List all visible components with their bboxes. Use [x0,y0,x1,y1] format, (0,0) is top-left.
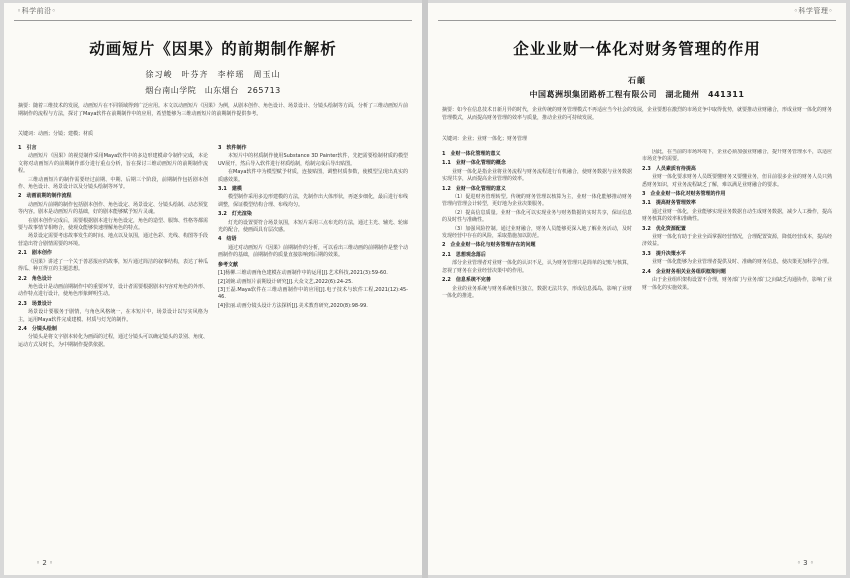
paragraph: 业财一体化要求财务人员既要懂财务又要懂业务，但目前很多企业的财务人员只熟悉财务知识，对业务流程缺乏了解，难以满足业财融合的要求。 [642,174,832,188]
paragraph: 由于企业组织架构设置不合理，财务部门与业务部门之间缺乏沟通协作，影响了业财一体化的实施效果。 [642,277,832,291]
affiliation: 中国葛洲坝集团路桥工程有限公司 湖北随州 441311 [529,90,745,99]
paragraph: 场景设计要服务于剧情，与角色风格统一，在本短片中，场景设计以写实风格为主，运用Maya软件完成建模、材质与灯光的制作。 [18,309,208,323]
column-tag: ◦科学管理◦ [791,6,836,16]
text-column-1 [442,149,632,549]
paragraph: 《因果》讲述了一个关于善恶报应的故事，短片通过简洁的叙事结构，表达了种瓜得瓜、种豆得豆的主题思想。 [18,258,208,273]
section-heading: 3.2 灯光渲染 [218,211,252,218]
section-heading: 2.2 信息系统不完善 [442,277,491,284]
header-rule [438,11,836,21]
column-tag: ◦科学前沿◦ [14,6,59,16]
section-heading: 3 软件制作 [218,145,247,151]
header-rule [14,11,412,21]
paragraph: （3）加强风险控制。通过业财融合，财务人员能够更深入地了解业务活动，及时发现经营中存在的风险，采取措施加以防范。 [442,225,632,240]
paragraph: 动画短片《因果》的视觉制作采用Maya软件中的多边形建模命令制作完成，本论文将对动画短片的前期制作部分进行重点分析，旨在探讨三维动画短片的前期制作流程。 [18,153,208,175]
section-heading: 1.2 业财一体化管理的意义 [442,185,506,192]
section-heading: 2.2 角色设计 [18,275,52,282]
section-heading: 2.3 人员素质有待提高 [642,165,696,172]
section-heading: 参考文献 [218,261,239,268]
section-heading: 2.4 分镜头绘制 [18,325,57,332]
paragraph: （2）提高信息质量。业财一体化可以实现业务与财务数据的实时共享，保证信息的及时性与准确性。 [442,209,632,224]
paragraph: 部分企业管理者对业财一体化的认识不足，认为财务管理只是简单的记账与核算，忽视了财务在企业经营决策中的作用。 [442,260,632,274]
paragraph: 通过对动画短片《因果》前期制作的分析，可以看出三维动画的前期制作是整个动画制作的基础，前期制作的质量直接影响到后期的效果。 [218,244,408,259]
section-heading: 1.1 业财一体化管理的概念 [442,160,506,167]
paragraph: 分镜头是将文字剧本转化为画面的过程，通过分镜头可以确定镜头的景别、角度、运动方式及时长，为中期制作提供依据。 [18,334,208,348]
section-heading: 3 企业业财一体化对财务管理的作用 [642,191,726,198]
authors: 石頔 [628,76,646,85]
reference-entry: [1]杨柳.三维动画角色建模在动画制作中的运用[J].艺术科技,2021(3):59-60. [218,270,388,277]
section-heading: 2 企业业财一体化与财务管理存在的问题 [442,242,536,249]
reference-entry: [4]张丽.动画分镜头设计方法探析[J].美术教育研究,2020(8):98-99. [218,302,368,309]
paragraph: 本短片中的材质制作使用Substance 3D Painter软件，先把需要绘制材质的模型UV展开，然后导入软件进行材质绘制，绘制完成后导出贴图。 [218,153,408,167]
page-number: ◦ 2 ◦ [36,559,54,567]
section-heading: 3.2 优化资源配置 [642,225,686,232]
page-number: ◦ 3 ◦ [796,559,814,567]
affiliation: 烟台南山学院 山东烟台 265713 [145,86,281,95]
section-heading: 1 业财一体化管理的意义 [442,151,501,157]
paragraph: 业财一体化是指企业将业务流程与财务流程进行有机融合，使财务数据与业务数据实现共享，从而提高企业管理的效率。 [442,168,632,183]
paragraph: 灯光的设置要符合场景氛围，本短片采用三点布光的方法，通过主光、辅光、轮廓光的配合，使画面具有层次感。 [218,219,408,234]
article-title: 企业业财一体化对财务管理的作用 [513,40,761,58]
paragraph: 三维动画短片的制作需要经过前期、中期、后期三个阶段，前期制作包括剧本创作、角色设计、场景设计以及分镜头绘制等环节。 [18,176,208,191]
text-column-2 [642,149,832,549]
abstract: 摘要：如今在信息技术日新月异的时代，企业传统的财务管理模式不再适应当今社会的发展，企业要想在激烈的市场竞争中取得优势，就要推动业财融合，形成业财一体化的财务管理模式，从而提高财务管理的效率与质量，推动企业的可持续发展。 [442,107,833,121]
paragraph: 动画短片前期的制作包括剧本创作、角色设定、场景设定、分镜头绘制、动态预览等内容。剧本是动画短片的基础，好的剧本能够赋予短片灵魂。 [18,201,208,216]
section-heading: 2 动画前期的制作流程 [18,193,72,200]
abstract: 摘要：随着三维技术的发展，动画短片在不同领域得到广泛应用。本文以动画短片《因果》为例，从剧本创作、角色设计、场景设计、分镜头绘制等方面，分析了三维动画短片前期制作的流程与方法，探讨了Maya软件在前期制作中的应用，希望能够为三维动画短片的前期制作提供参考。 [18,103,409,117]
paragraph: 业财一体化能够为企业管理者提供及时、准确的财务信息，使决策更加科学合理。 [652,259,832,266]
paragraph: 因此，在当前的市场环境下，企业必须加强业财融合，提升财务管理水平，以适应市场竞争的需要。 [642,149,832,163]
section-heading: 2.4 企业财务相关业务组织框架问题 [642,268,726,275]
section-heading: 3.1 提高财务管理效率 [642,200,696,207]
keywords: 关键词：动画；分镜；建模；材质 [18,131,94,137]
paragraph: 在剧本创作完成后，需要根据剧本进行角色设定，角色的造型、服饰、性格等都需要与故事情节相吻合，使观众能够快速理解角色的特点。 [18,217,208,232]
text-column-2 [218,143,408,548]
section-heading: 3.1 建模 [218,186,242,193]
reference-entry: [2]刘婉.动画短片前期设计研究[J].大众文艺,2022(6):24-25. [218,278,353,285]
reference-entry: [3]王磊.Maya软件在三维动画制作中的应用[J].电子技术与软件工程,2021(12):45-46. [218,286,408,301]
paragraph: 模型制作采用多边形建模的方法，先制作出大体形状，再逐步细化，最后进行布线调整，保证模型结构合理、布线均匀。 [218,194,408,208]
paragraph: 业财一体化有助于企业全面掌握经营情况，合理配置资源，降低经营成本，提高经济效益。 [642,234,832,248]
paragraph: 在Maya软件中为模型赋予材质，连接贴图，调整材质参数，使模型呈现出真实的质感效果。 [218,169,408,183]
section-heading: 2.1 剧本创作 [18,250,52,257]
section-heading: 2.3 场景设计 [18,300,52,307]
section-heading: 3.3 提升决策水平 [642,250,686,257]
paragraph: 企业的业务系统与财务系统相互独立，数据无法共享，形成信息孤岛，影响了业财一体化的推进。 [442,285,632,299]
section-heading: 2.1 思想观念落后 [442,251,486,258]
paragraph: 场景设定需要考虑故事发生的时间、地点以及氛围，通过色彩、光线、构图等手段营造出符合剧情需要的环境。 [18,233,208,247]
paragraph: （1）促进财务管理转型。传统的财务管理以核算为主，业财一体化能够推动财务管理向管理会计转型，更好地为企业决策服务。 [442,194,632,208]
text-column-1 [18,143,208,548]
article-title: 动画短片《因果》的前期制作解析 [89,40,337,58]
keywords: 关键词：企业；业财一体化；财务管理 [442,136,528,142]
authors: 徐习峻 叶芬齐 李梓瑶 周玉山 [145,70,281,79]
paragraph: 角色设计是动画前期制作中的重要环节，设计者需要根据剧本内容对角色的外形、动作特点进行设计，使角色形象鲜明生动。 [18,283,208,298]
section-heading: 1 引言 [18,145,37,151]
left-page [4,3,422,575]
right-page [428,3,846,575]
paragraph: 通过业财一体化，企业能够实现业务数据自动生成财务数据，减少人工操作，提高财务核算的效率和准确性。 [642,208,832,223]
section-heading: 4 结语 [218,236,237,243]
